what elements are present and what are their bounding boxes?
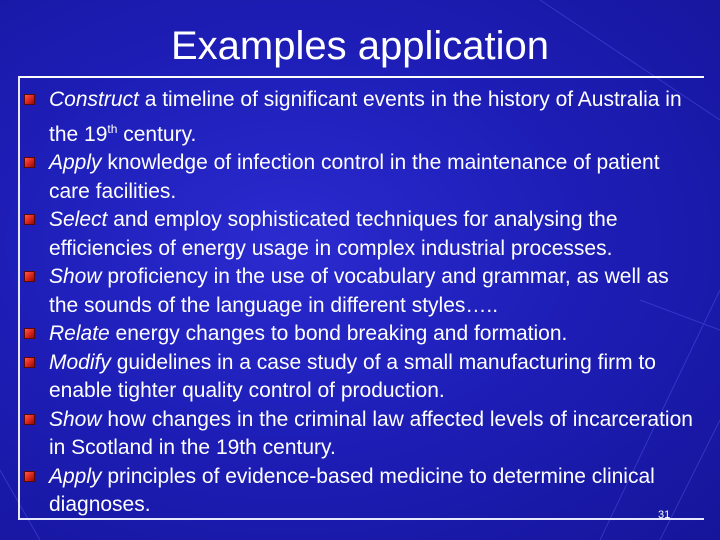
bullet-square-icon — [24, 328, 35, 339]
bullet-verb: Construct — [49, 88, 139, 111]
bullet-list — [22, 86, 702, 520]
page-number: 31 — [658, 509, 671, 521]
bullet-verb: Modify — [49, 350, 111, 374]
bullet-text: guidelines in a case study of a small manufacturing firm to enable tighter quality control of production. — [49, 350, 656, 402]
bullet-square-icon — [24, 471, 35, 482]
bullet-square-icon — [24, 271, 35, 282]
bullet-square-icon — [24, 157, 35, 168]
bullet-text: energy changes to bond breaking and formation. — [109, 322, 568, 345]
title-divider — [18, 76, 704, 78]
bullet-item — [22, 206, 702, 263]
bullet-item — [22, 86, 702, 149]
bullet-square-icon — [24, 357, 35, 368]
bullet-item — [22, 406, 702, 463]
bullet-square-icon — [24, 414, 35, 425]
bullet-verb: Apply — [49, 464, 102, 488]
bullet-text: knowledge of infection control in the maintenance of patient care facilities. — [49, 151, 660, 203]
bullet-item — [22, 263, 702, 320]
bullet-text: proficiency in the use of vocabulary and grammar, as well as the sounds of the language in different styles….. — [49, 265, 669, 317]
bullet-text: and employ sophisticated techniques for analysing the efficiencies of energy usage in complex industrial processes. — [49, 208, 618, 260]
slide-title: Examples application — [171, 24, 549, 68]
bullet-verb: Show — [49, 407, 102, 431]
bullet-verb: Select — [49, 208, 108, 231]
bullet-item — [22, 149, 702, 206]
bullet-square-icon — [24, 94, 35, 105]
bullet-text: principles of evidence-based medicine to determine clinical diagnoses. — [49, 464, 655, 516]
bullet-item — [22, 320, 702, 349]
bullet-superscript: th — [107, 121, 118, 136]
content-frame-left — [18, 76, 20, 520]
bullet-verb: Show — [49, 265, 102, 288]
bullet-verb: Relate — [49, 322, 110, 345]
bullet-square-icon — [24, 214, 35, 225]
bullet-text: a timeline of significant events in the history of Australia in the 19 — [49, 88, 682, 146]
bullet-item — [22, 349, 702, 406]
bullet-verb: Apply — [49, 151, 102, 174]
bullet-text-after: century. — [117, 122, 197, 146]
bullet-text: how changes in the criminal law affected levels of incarceration in Scotland in the 19th century. — [49, 407, 693, 459]
bullet-item — [22, 463, 702, 520]
